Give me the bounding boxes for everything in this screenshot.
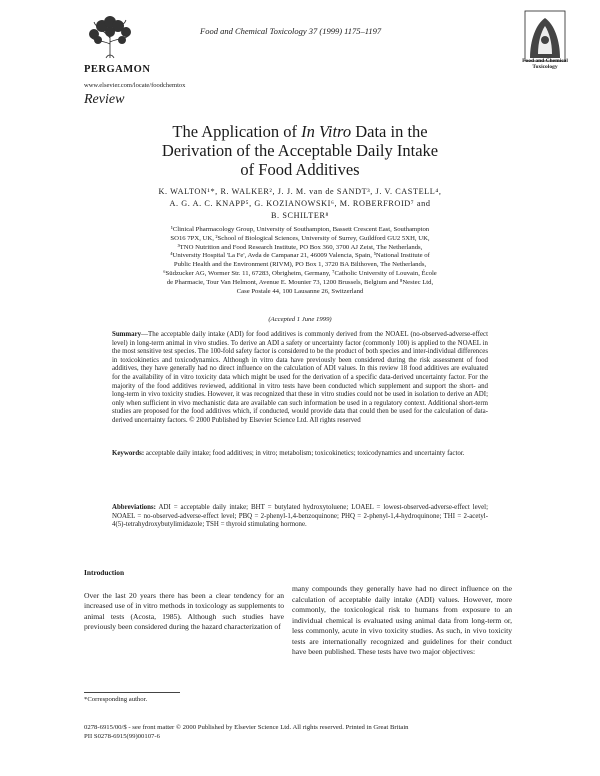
affiliation-line: SO16 7PX, UK, ²School of Biological Sciences, University of Surrey, Guildford GU2 5XH, UK, [170,234,430,242]
author-line: B. SCHILTER⁸ [271,211,329,220]
article-title [84,122,516,179]
accepted-date: (Accepted 1 June 1999) [268,316,332,323]
affiliation-line: ⁶Südzucker AG, Wormer Str. 11, 67283, Obrigheim, Germany, ⁷Catholic University of Louvain, École [163,269,437,277]
title-line: of Food Additives [240,160,360,179]
summary-label: Summary [112,331,142,338]
keywords-label: Keywords: [112,450,145,457]
intro-right-column [292,584,512,658]
summary-paragraph [112,331,488,426]
abbreviations-paragraph [112,504,488,530]
intro-left-column [84,568,284,633]
affiliation-line: de Pharmacie, Tour Van Helmont, Avenue E. Mounier 73, 1200 Brussels, Belgium and ⁸Nestec Ltd, [166,278,434,286]
journal-mark: Food and Chemical Toxicology [522,58,568,70]
author-line: K. WALTON¹*, R. WALKER², J. J. M. van de SANDT³, J. V. CASTELL⁴, [158,187,442,196]
copyright-line: 0278-6915/00/$ - see front matter © 2000 Published by Elsevier Science Ltd. All rights reserved. Printed in Great Britain [84,724,409,731]
journal-url[interactable]: www.elsevier.com/locate/foodchemtox [84,82,186,89]
affiliation-line: Public Health and the Environment (RIVM), PO Box 1, 3720 BA Bilthoven, The Netherlands, [173,261,427,269]
pii-line: PII S0278-6915(99)00107-6 [84,732,160,740]
corresponding-author-note: *Corresponding author. [84,696,148,703]
keywords-text: acceptable daily intake; food additives; in vitro; metabolism; toxicokinetics; toxicodynamics and uncertainty factor. [144,450,465,457]
section-label: Review [84,92,125,107]
author-line: A. G. A. C. KNAPP⁵, G. KOZIANOWSKI⁶, M. ROBERFROID⁷ and [169,199,431,208]
abbreviations-text: ADI = acceptable daily intake; BHT = butylated hydroxytoluene; LOAEL = lowest-observed-adverse-effect level; NOAEL = no-observed-adverse-effect level; PBQ = 2-phenyl-1,4-benzoquinone; PHQ = 2-phenyl-1,4-hydroquinone; THI = 2-acetyl-4(5)-tetrahydroxybutylimidazole; TSH = thyroid stimulating hormone. [112,504,488,529]
affiliation-line: ³TNO Nutrition and Food Research Institute, PO Box 360, 3700 AJ Zeist, The Netherlands, [177,243,423,251]
footnote-rule [84,692,180,693]
keywords-paragraph [112,450,488,459]
abbreviations-label: Abbreviations: [112,504,156,511]
affiliation-line: ⁴University Hospital 'La Fe', Avda de Campanar 21, 46009 Valencia, Spain, ⁵National Institute of [170,252,430,260]
summary-text: —The acceptable daily intake (ADI) for food additives is commonly derived from the NOAEL (no-observed-adverse-effect level) in long-term animal in vivo studies. To derive an ADI a safety or uncertainty factor (commonly 100) is applied to the NOAEL in the most sensitive test species. The 100-fold safety factor is considered to be the product of both species and inter-individual differences in toxicokinetics and toxicodynamics. Although in vitro data have previously been considered during the risk assessment of food additives, they have generally had no direct influence on the calculation of ADI values. In this review 18 food additives are evaluated for the availability of in vitro toxicity data which might be used for the derivation of a specific data-derived uncertainty factor. For the majority of the food additives reviewed, additional in vitro tests have been conducted which supplement and support the short- and long-term in vivo toxicity studies. However, it was recognized that these in vitro studies could not be used in isolation to derive an ADI; only when sufficient in vivo mechanistic data are available can such information be used in a regulatory context. Additional short-term studies are proposed for the food additives which, if conducted, would provide data that could then be used for the calculation of data-derived uncertainty factors. © 2000 Published by Elsevier Science Ltd. All rights reserved [112,331,488,424]
publisher-name: PERGAMON [84,64,151,75]
title-part: The Application of [172,122,302,141]
affiliations [100,226,500,296]
affiliation-line: Case Postale 44, 100 Lausanne 26, Switzerland [236,287,364,295]
affiliation-line: ¹Clinical Pharmacology Group, University of Southampton, Bassett Crescent East, Southampton [170,226,430,233]
intro-left-text: Over the last 20 years there has been a clear tendency for an increased use of in vitro methods in toxicology as supplements to animal tests (Acosta, 1985). Although such studies have previously been considered during the hazard characterization of [84,590,284,631]
pergamon-logo [84,14,136,60]
title-italic: In Vitro [301,122,352,141]
intro-right-text: many compounds they generally have had no direct influence on the calculation of acceptable daily intake (ADI) values. However, more commonly, the toxicological risk to humans from exposure to an individual chemical is evaluated using animal data from long-term or, less commonly, acute in vivo toxicity studies. As such, in vivo toxicity tests are internationally recognized and guidelines for their conduct have been published. These tests have two major objectives: [292,584,512,656]
title-line: Derivation of the Acceptable Daily Intake [161,141,439,160]
author-list [100,186,500,222]
copyright-block [84,724,524,741]
journal-citation: Food and Chemical Toxicology 37 (1999) 1175–1197 [200,26,382,36]
journal-emblem [524,10,566,62]
title-part: Data in the [351,122,428,141]
intro-heading: Introduction [84,568,125,577]
